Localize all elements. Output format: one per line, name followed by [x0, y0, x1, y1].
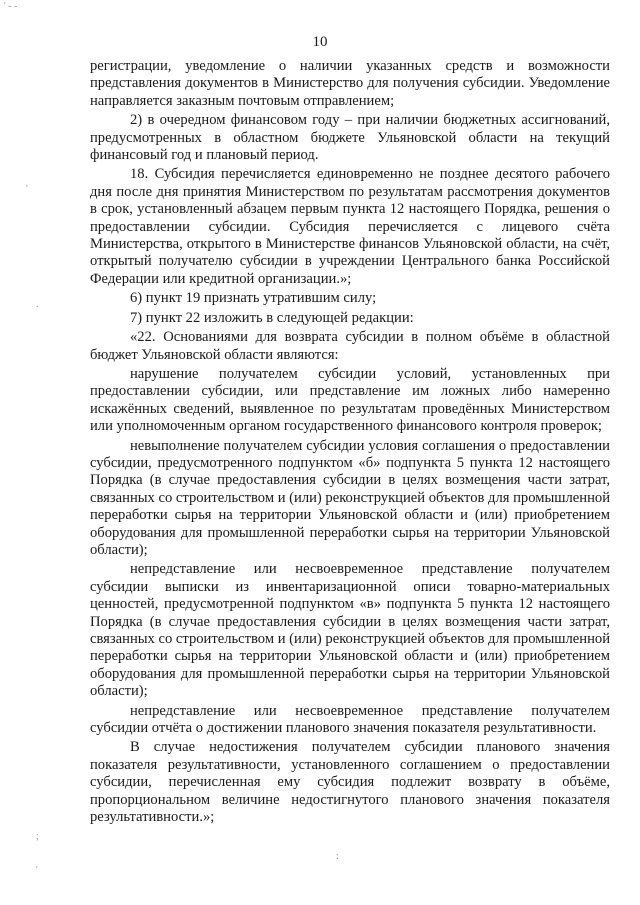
scan-artifact-left-2: .: [36, 299, 39, 310]
scan-artifact-top-left: ' - -: [4, 1, 18, 12]
paragraph-4: 6) пункт 19 признать утратившим силу;: [130, 290, 377, 307]
scan-artifact-bottom: :: [336, 851, 339, 862]
paragraph-7: нарушение получателем субсидии условий, установленных при предоставлении субсидии, или представление им ложных либо намеренно искажённых сведений, выявленное по результатам проведённых Министерством или уполномоченным органом государственного финансового контроля проверок;: [90, 365, 610, 435]
paragraph-6: «22. Основаниями для возврата субсидии в полном объёме в областной бюджет Ульяновской области являются:: [90, 329, 610, 363]
paragraph-1: регистрации, уведомление о наличии указанных средств и возможности представления документов в Министерство для получения субсидии. Уведомление направляется заказным почтовым отправлением;: [90, 58, 610, 109]
paragraph-10: непредставление или несвоевременное представление получателем субсидии отчёта о достижении планового значения показателя результативности.: [90, 702, 610, 737]
paragraph-9: непредставление или несвоевременное представление получателем субсидии выписки из инвентаризационной описи товарно-материальных ценностей, предусмотренной подпунктом «в» подпункта 5 пункта 12 настоящего Порядка (в случае предоставления субсидии в целях возмещения части затрат, связанных со строительством и (или) реконструкцией объектов для промышленной переработки сырья на территории Ульяновской области и (или) приобретением оборудования для промышленной переработки сырья на территории Ульяновской области);: [90, 561, 611, 700]
document-body: [90, 58, 610, 828]
page-number: 10: [312, 34, 328, 50]
paragraph-3: 18. Субсидия перечисляется единовременно не позднее десятого рабочего дня после дня принятия Министерством по результатам рассмотрения документов в срок, установленный абзацем первым пункта 12 настоящего Порядка, решения о предоставлении субсидии. Субсидия перечисляется с лицевого счёта Министерства, открытого в Министерстве финансов Ульяновской области, на счёт, открытый получателю субсидии в учреждении Центрального банка Российской Федерации или кредитной организации.»;: [90, 166, 610, 287]
paragraph-11: В случае недостижения получателем субсидии планового значения показателя результативности, установленного соглашением о предоставлении субсидии, перечисленная ему субсидия подлежит возврату в объёме, пропорциональном величине недостигнутого планового значения показателя результативности.»;: [90, 739, 610, 826]
scan-artifact-left-3: ;: [36, 831, 39, 842]
paragraph-2: 2) в очередном финансовом году – при наличии бюджетных ассигнований, предусмотренных в областном бюджете Ульяновской области на текущий финансовый год и плановый период.: [90, 112, 610, 164]
paragraph-8: невыполнение получателем субсидии условия соглашения о предоставлении субсидии, предусмотренного подпунктом «б» подпункта 5 пункта 12 настоящего Порядка (в случае предоставления субсидии в целях возмещения части затрат, связанных со строительством и (или) реконструкцией объектов для промышленной переработки сырья на территории Ульяновской области и (или) приобретением оборудования для промышленной переработки сырья на территории Ульяновской области);: [90, 437, 611, 558]
scan-artifact-left-4: ': [36, 865, 38, 876]
paragraph-5: 7) пункт 22 изложить в следующей редакции:: [130, 309, 414, 326]
scan-artifact-left-1: ': [26, 184, 28, 195]
